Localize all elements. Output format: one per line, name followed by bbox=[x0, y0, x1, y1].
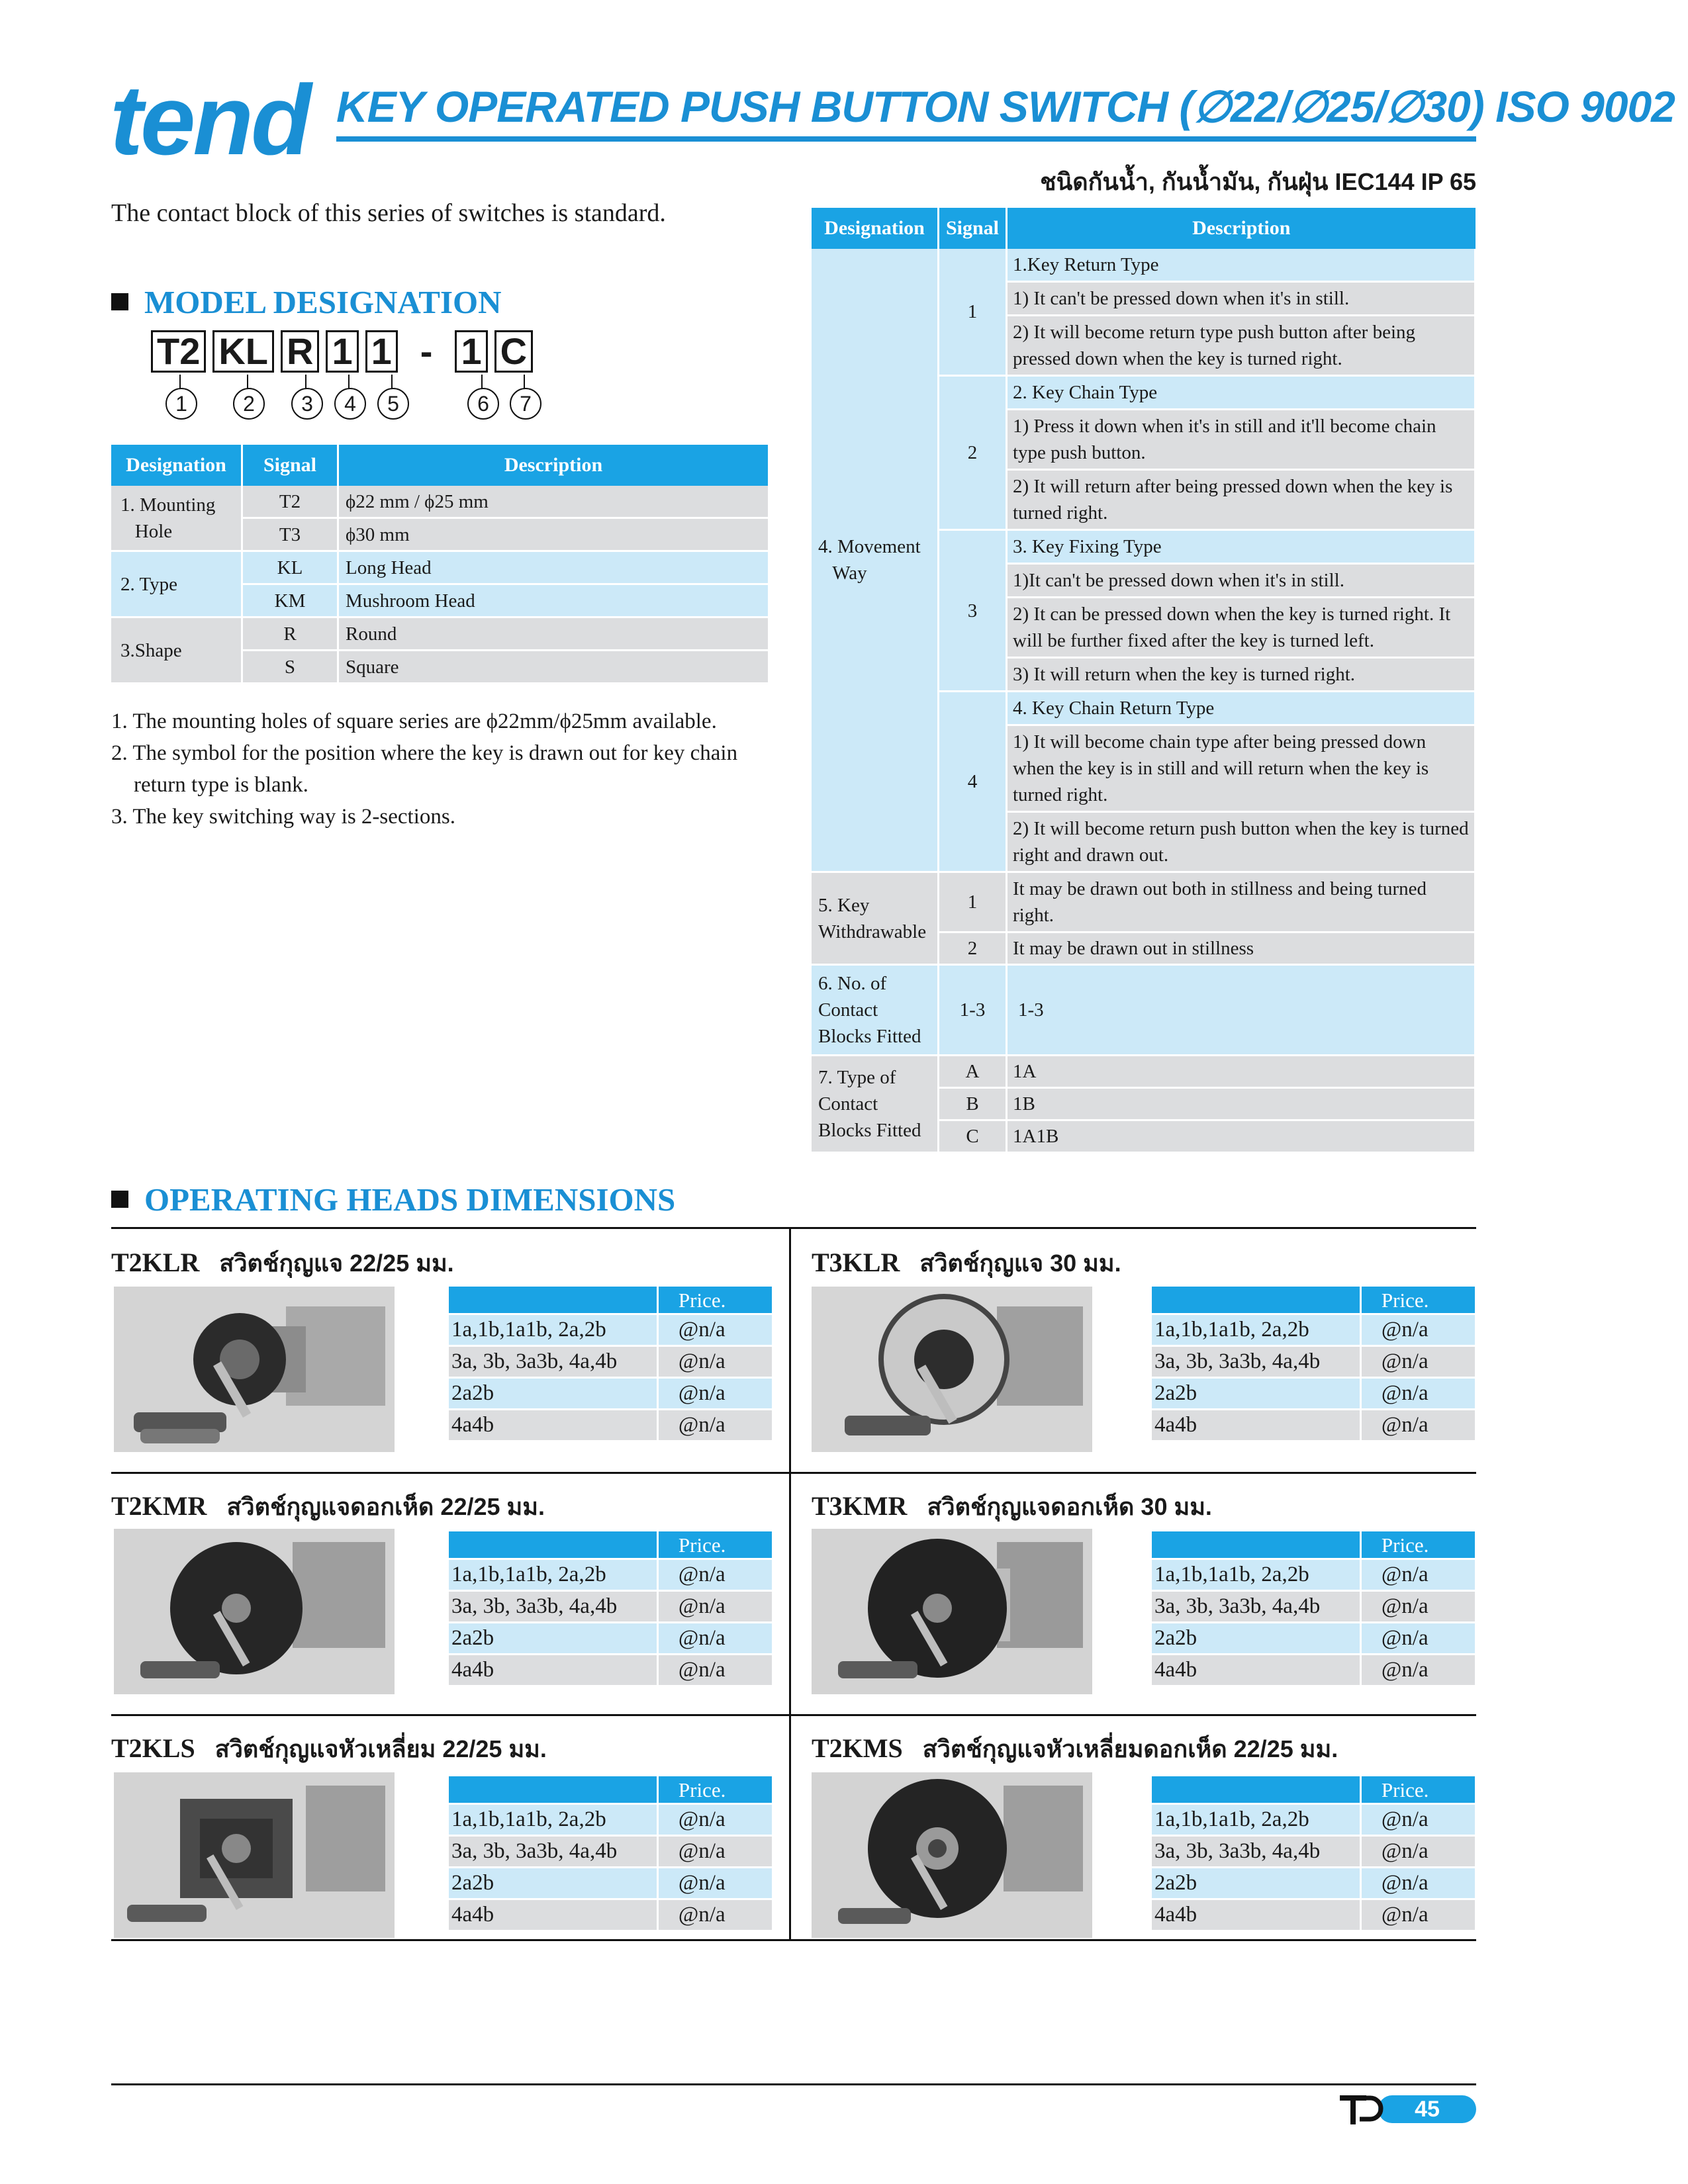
price-table bbox=[449, 1776, 772, 1932]
designation-cell: 4. Movement Way bbox=[812, 249, 939, 872]
designation-cell: 6. No. of Contact Blocks Fitted bbox=[812, 965, 939, 1056]
product-photo bbox=[812, 1529, 1092, 1694]
price-header: Price. bbox=[657, 1531, 772, 1559]
product-photo bbox=[114, 1287, 395, 1452]
price-label: 2a2b bbox=[449, 1623, 657, 1655]
description-cell: Round bbox=[338, 617, 769, 651]
product-thai-name: สวิตช์กุญแจหัวเหลี่ยมดอกเห็ด 22/25 มม. bbox=[922, 1735, 1338, 1762]
col-header-signal: Signal bbox=[939, 208, 1007, 249]
price-value: @n/a bbox=[657, 1559, 772, 1591]
description-cell: Mushroom Head bbox=[338, 584, 769, 617]
page-number: 45 bbox=[1378, 2095, 1476, 2123]
price-label: 4a4b bbox=[449, 1655, 657, 1686]
price-table bbox=[1152, 1776, 1475, 1932]
movement-type-1 bbox=[1007, 249, 1476, 376]
signal-cell: R bbox=[242, 617, 338, 651]
designation-cell: 2. Type bbox=[111, 551, 242, 617]
description-cell: 1-3 bbox=[1007, 965, 1476, 1056]
bullet-square-icon bbox=[111, 1191, 128, 1208]
designation-cell: 1. Mounting Hole bbox=[111, 486, 242, 551]
price-label: 3a, 3b, 3a3b, 4a,4b bbox=[1152, 1346, 1360, 1378]
price-value: @n/a bbox=[1360, 1591, 1475, 1623]
bullet-square-icon bbox=[111, 293, 128, 310]
type-title: 1.Key Return Type bbox=[1008, 249, 1474, 283]
signal-cell: T2 bbox=[242, 486, 338, 518]
operating-heads-heading-text: OPERATING HEADS DIMENSIONS bbox=[144, 1181, 676, 1218]
price-label: 3a, 3b, 3a3b, 4a,4b bbox=[1152, 1591, 1360, 1623]
price-value: @n/a bbox=[1360, 1868, 1475, 1899]
type-line: 1) It will become chain type after being pressed down when the key is in still and will return when the key is turned right. bbox=[1008, 726, 1474, 813]
product-code: T2KMS bbox=[812, 1733, 903, 1763]
footer-logo-icon bbox=[1337, 2091, 1383, 2128]
price-table bbox=[449, 1287, 772, 1442]
intro-text: The contact block of this series of switches is standard. bbox=[111, 199, 666, 227]
footer-rule bbox=[111, 2083, 1476, 2085]
model-code bbox=[151, 330, 539, 373]
price-value: @n/a bbox=[657, 1314, 772, 1346]
signal-cell: 1 bbox=[939, 249, 1007, 376]
code-part: T2 bbox=[151, 330, 206, 373]
code-part: 1 bbox=[326, 330, 358, 373]
type-title: 2. Key Chain Type bbox=[1008, 377, 1474, 410]
price-label: 1a,1b,1a1b, 2a,2b bbox=[1152, 1804, 1360, 1836]
price-label: 2a2b bbox=[1152, 1623, 1360, 1655]
designation-cell: 3.Shape bbox=[111, 617, 242, 684]
price-value: @n/a bbox=[657, 1655, 772, 1686]
price-label: 4a4b bbox=[1152, 1410, 1360, 1441]
type-title: 3. Key Fixing Type bbox=[1008, 531, 1474, 565]
col-header-description: Description bbox=[338, 445, 769, 486]
code-part: R bbox=[281, 330, 319, 373]
price-value: @n/a bbox=[1360, 1899, 1475, 1931]
product-thai-name: สวิตช์กุญแจ 22/25 มม. bbox=[219, 1250, 454, 1277]
price-label: 4a4b bbox=[449, 1410, 657, 1441]
product-photo bbox=[114, 1529, 395, 1694]
price-value: @n/a bbox=[1360, 1378, 1475, 1410]
price-value: @n/a bbox=[1360, 1623, 1475, 1655]
divider bbox=[111, 1714, 1476, 1716]
price-value: @n/a bbox=[657, 1899, 772, 1931]
code-number: 5 bbox=[377, 388, 409, 420]
product-title bbox=[812, 1730, 1338, 1768]
code-number: 7 bbox=[510, 388, 541, 420]
product-photo bbox=[812, 1772, 1092, 1938]
price-value: @n/a bbox=[657, 1346, 772, 1378]
price-value: @n/a bbox=[657, 1623, 772, 1655]
divider bbox=[111, 1472, 1476, 1474]
product-title bbox=[812, 1244, 1121, 1282]
col-header-signal: Signal bbox=[242, 445, 338, 486]
price-label: 1a,1b,1a1b, 2a,2b bbox=[1152, 1559, 1360, 1591]
product-code: T3KMR bbox=[812, 1491, 908, 1521]
price-label: 2a2b bbox=[1152, 1378, 1360, 1410]
title-underline bbox=[336, 136, 1476, 142]
product-photo bbox=[114, 1772, 395, 1938]
designation-cell: 7. Type of Contact Blocks Fitted bbox=[812, 1056, 939, 1153]
price-label: 4a4b bbox=[449, 1899, 657, 1931]
price-table bbox=[1152, 1531, 1475, 1687]
type-line: 1) It can't be pressed down when it's in still. bbox=[1008, 283, 1474, 316]
notes-list bbox=[111, 705, 773, 833]
signal-cell: 3 bbox=[939, 530, 1007, 692]
product-thai-name: สวิตช์กุญแจหัวเหลี่ยม 22/25 มม. bbox=[214, 1735, 547, 1762]
price-label: 3a, 3b, 3a3b, 4a,4b bbox=[449, 1836, 657, 1868]
product-code: T2KLR bbox=[111, 1248, 200, 1277]
divider bbox=[111, 1227, 1476, 1229]
price-header: Price. bbox=[657, 1287, 772, 1314]
product-title bbox=[111, 1244, 454, 1282]
signal-cell: S bbox=[242, 651, 338, 684]
description-cell: Square bbox=[338, 651, 769, 684]
price-value: @n/a bbox=[1360, 1804, 1475, 1836]
price-value: @n/a bbox=[1360, 1655, 1475, 1686]
code-number: 4 bbox=[334, 388, 366, 420]
col-header-designation: Designation bbox=[812, 208, 939, 249]
description-cell: 1A bbox=[1007, 1056, 1476, 1088]
type-line: 1) Press it down when it's in still and it'll become chain type push button. bbox=[1008, 410, 1474, 471]
price-value: @n/a bbox=[1360, 1314, 1475, 1346]
price-label: 4a4b bbox=[1152, 1899, 1360, 1931]
price-label: 2a2b bbox=[1152, 1868, 1360, 1899]
type-line: 1)It can't be pressed down when it's in still. bbox=[1008, 565, 1474, 598]
movement-type-4 bbox=[1007, 692, 1476, 872]
note-item: 3. The key switching way is 2-sections. bbox=[111, 805, 455, 829]
signal-cell: KL bbox=[242, 551, 338, 584]
description-cell: Long Head bbox=[338, 551, 769, 584]
signal-cell: B bbox=[939, 1088, 1007, 1120]
col-header-description: Description bbox=[1007, 208, 1476, 249]
code-number: 6 bbox=[467, 388, 499, 420]
description-cell: It may be drawn out in stillness bbox=[1007, 933, 1476, 965]
signal-cell: A bbox=[939, 1056, 1007, 1088]
signal-cell: 4 bbox=[939, 692, 1007, 872]
signal-cell: 2 bbox=[939, 376, 1007, 530]
price-label: 1a,1b,1a1b, 2a,2b bbox=[1152, 1314, 1360, 1346]
signal-cell: T3 bbox=[242, 518, 338, 551]
designation-cell: 5. Key Withdrawable bbox=[812, 872, 939, 965]
signal-cell: 2 bbox=[939, 933, 1007, 965]
page-title: KEY OPERATED PUSH BUTTON SWITCH (∅22/∅25/∅30) ISO 9002 bbox=[336, 82, 1675, 131]
note-item: 2. The symbol for the position where the key is drawn out for key chain return type is blank. bbox=[111, 741, 738, 797]
description-cell: 1B bbox=[1007, 1088, 1476, 1120]
brand-logo: tend bbox=[110, 64, 309, 175]
price-label: 1a,1b,1a1b, 2a,2b bbox=[449, 1804, 657, 1836]
code-number: 1 bbox=[165, 388, 197, 420]
code-number: 2 bbox=[233, 388, 265, 420]
code-number: 3 bbox=[291, 388, 323, 420]
type-line: 2) It will become return push button when the key is turned right and drawn out. bbox=[1008, 813, 1474, 871]
type-line: 2) It will return after being pressed down when the key is turned right. bbox=[1008, 471, 1474, 529]
type-line: 2) It can be pressed down when the key is turned right. It will be further fixed after the key is turned left. bbox=[1008, 598, 1474, 659]
description-cell: ϕ30 mm bbox=[338, 518, 769, 551]
price-header: Price. bbox=[1360, 1287, 1475, 1314]
product-title bbox=[111, 1730, 547, 1768]
signal-cell: C bbox=[939, 1120, 1007, 1153]
product-thai-name: สวิตช์กุญแจดอกเห็ด 22/25 มม. bbox=[226, 1493, 545, 1520]
product-code: T3KLR bbox=[812, 1248, 900, 1277]
price-label: 1a,1b,1a1b, 2a,2b bbox=[449, 1314, 657, 1346]
code-part: 1 bbox=[365, 330, 398, 373]
product-title bbox=[812, 1488, 1212, 1525]
signal-cell: 1-3 bbox=[939, 965, 1007, 1056]
code-dash: - bbox=[420, 330, 433, 372]
code-part: KL bbox=[212, 330, 274, 373]
product-title bbox=[111, 1488, 545, 1525]
price-value: @n/a bbox=[657, 1868, 772, 1899]
price-header: Price. bbox=[657, 1776, 772, 1804]
code-part: 1 bbox=[455, 330, 487, 373]
product-code: T2KLS bbox=[111, 1733, 195, 1763]
product-photo bbox=[812, 1287, 1092, 1452]
column-divider bbox=[789, 1227, 791, 1940]
price-value: @n/a bbox=[657, 1378, 772, 1410]
price-value: @n/a bbox=[1360, 1410, 1475, 1441]
description-cell: ϕ22 mm / ϕ25 mm bbox=[338, 486, 769, 518]
code-part: C bbox=[494, 330, 533, 373]
price-value: @n/a bbox=[657, 1591, 772, 1623]
price-value: @n/a bbox=[1360, 1559, 1475, 1591]
description-cell: 1A1B bbox=[1007, 1120, 1476, 1153]
price-label: 2a2b bbox=[449, 1868, 657, 1899]
price-label: 2a2b bbox=[449, 1378, 657, 1410]
model-designation-heading-text: MODEL DESIGNATION bbox=[144, 284, 502, 320]
movement-type-3 bbox=[1007, 530, 1476, 692]
price-table bbox=[449, 1531, 772, 1687]
divider bbox=[111, 1939, 1476, 1941]
movement-table bbox=[812, 208, 1476, 1154]
signal-cell: KM bbox=[242, 584, 338, 617]
type-line: 2) It will become return type push button after being pressed down when the key is turned right. bbox=[1008, 316, 1474, 375]
signal-cell: 1 bbox=[939, 872, 1007, 933]
price-label: 3a, 3b, 3a3b, 4a,4b bbox=[449, 1346, 657, 1378]
type-title: 4. Key Chain Return Type bbox=[1008, 692, 1474, 726]
price-label: 3a, 3b, 3a3b, 4a,4b bbox=[1152, 1836, 1360, 1868]
price-table bbox=[1152, 1287, 1475, 1442]
code-connector-lines bbox=[151, 375, 548, 392]
page-subtitle: ชนิดกันน้ำ, กันน้ำมัน, กันฝุ่น IEC144 IP 65 bbox=[1040, 168, 1476, 195]
type-line: 3) It will return when the key is turned right. bbox=[1008, 659, 1474, 690]
description-cell: It may be drawn out both in stillness and being turned right. bbox=[1007, 872, 1476, 933]
price-label: 3a, 3b, 3a3b, 4a,4b bbox=[449, 1591, 657, 1623]
col-header-designation: Designation bbox=[111, 445, 242, 486]
price-value: @n/a bbox=[657, 1836, 772, 1868]
note-item: 1. The mounting holes of square series are ϕ22mm/ϕ25mm available. bbox=[111, 709, 717, 733]
product-thai-name: สวิตช์กุญแจ 30 มม. bbox=[919, 1250, 1121, 1277]
price-header: Price. bbox=[1360, 1531, 1475, 1559]
price-label: 1a,1b,1a1b, 2a,2b bbox=[449, 1559, 657, 1591]
model-designation-heading bbox=[111, 283, 502, 321]
price-header: Price. bbox=[1360, 1776, 1475, 1804]
movement-type-2 bbox=[1007, 376, 1476, 530]
price-value: @n/a bbox=[1360, 1346, 1475, 1378]
price-label: 4a4b bbox=[1152, 1655, 1360, 1686]
price-value: @n/a bbox=[1360, 1836, 1475, 1868]
operating-heads-heading bbox=[111, 1181, 675, 1218]
model-designation-table bbox=[111, 445, 768, 684]
price-value: @n/a bbox=[657, 1804, 772, 1836]
product-thai-name: สวิตช์กุญแจดอกเห็ด 30 มม. bbox=[927, 1493, 1212, 1520]
product-code: T2KMR bbox=[111, 1491, 207, 1521]
price-value: @n/a bbox=[657, 1410, 772, 1441]
